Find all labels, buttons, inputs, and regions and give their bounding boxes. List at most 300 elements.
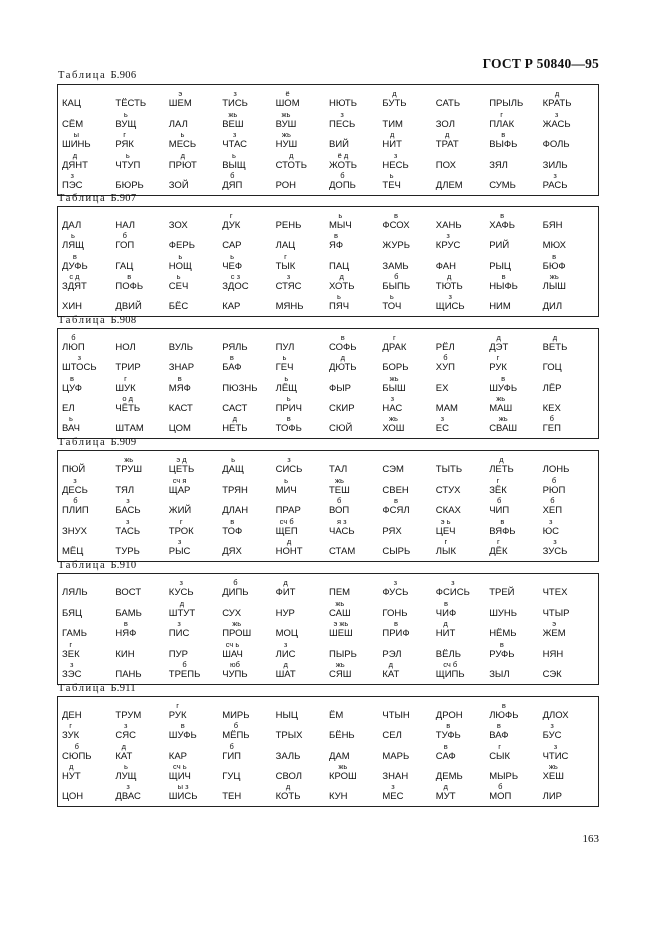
pronunciation-mark: д — [283, 659, 288, 669]
word-cell — [329, 111, 382, 131]
pronunciation-mark: в — [286, 414, 291, 423]
word-cell — [329, 271, 382, 294]
word: ХАНЬ — [435, 220, 462, 232]
word: КРУС з — [435, 231, 461, 252]
word: РЮП б — [542, 475, 566, 496]
pronunciation-mark: в — [499, 639, 504, 649]
pronunciation-mark: жь — [548, 761, 558, 771]
pronunciation-mark: жь — [228, 109, 238, 119]
pronunciation-mark: в — [500, 211, 505, 221]
word-cell — [62, 723, 115, 743]
word: МИЧ ь — [275, 475, 297, 496]
word-cell — [543, 600, 596, 620]
pronunciation-mark: в — [496, 721, 501, 731]
word: ХИН — [62, 301, 83, 312]
word-table — [57, 696, 599, 807]
pronunciation-mark: жь — [338, 761, 348, 771]
word: НЮТЬ — [329, 98, 357, 110]
word-grid — [62, 91, 596, 193]
word-cell — [222, 271, 275, 294]
word-cell — [436, 784, 489, 804]
word-cell — [115, 723, 168, 743]
word: ГОНЬ — [382, 607, 408, 619]
word-cell — [543, 703, 596, 723]
word-cell — [115, 498, 168, 518]
word-cell — [382, 743, 435, 763]
word: РАСЬ з — [542, 170, 568, 191]
word-cell — [542, 170, 596, 193]
word-cell — [329, 396, 382, 416]
pronunciation-mark: в — [334, 231, 339, 241]
word-cell — [382, 375, 435, 395]
word: ХЕП б — [542, 496, 563, 517]
pronunciation-mark: з — [549, 516, 553, 526]
pronunciation-mark: г — [496, 353, 500, 363]
pronunciation-mark: в — [501, 701, 506, 711]
word-cell — [169, 91, 222, 111]
word: ЗНАН — [382, 770, 409, 782]
word-cell — [382, 703, 435, 723]
word-cell — [276, 498, 329, 518]
word-cell — [382, 393, 435, 416]
word: ШИСЬ ы з — [168, 782, 198, 802]
word: ЗОЙ — [168, 179, 189, 191]
word: НУТ д — [62, 761, 81, 782]
table-caption-prefix: Таблица — [58, 683, 111, 694]
word: ЦЕТЬ э д — [168, 455, 195, 476]
word: ФСЯЛ в — [382, 496, 410, 517]
word-cell — [436, 416, 489, 436]
word-cell — [275, 393, 329, 416]
word-cell — [222, 375, 275, 395]
word: ГУЦ — [222, 770, 241, 782]
word-cell — [115, 703, 168, 723]
word-cell — [169, 173, 222, 193]
pronunciation-mark: з — [179, 578, 183, 588]
word: ЛЫШ жь — [542, 271, 566, 292]
word-cell — [436, 396, 489, 416]
pronunciation-mark: г — [284, 251, 287, 261]
word: ГИП б — [222, 741, 241, 762]
word: СВАШ жь — [489, 414, 518, 434]
word: НЯН — [542, 648, 564, 660]
word: ДРОН — [435, 710, 463, 722]
word-cell — [222, 477, 275, 497]
word: ШТУТ д — [168, 598, 196, 619]
word-cell — [329, 743, 382, 763]
word-grid — [62, 213, 596, 314]
word-cell — [543, 518, 596, 538]
word: ТУРЬ — [115, 545, 140, 557]
word-cell — [543, 152, 596, 172]
word-cell — [489, 173, 542, 193]
word: ДЕН — [62, 710, 82, 722]
pronunciation-mark: з — [391, 782, 395, 791]
word: ТРИР — [115, 362, 141, 374]
word-cell — [115, 457, 168, 477]
word: РЫЦ — [489, 260, 511, 272]
word: ПЫРЬ — [329, 648, 357, 660]
word: НЫЦ — [275, 710, 298, 722]
word-cell — [436, 375, 489, 395]
word: ЧАСЬ я з — [329, 516, 355, 537]
word-cell — [489, 723, 542, 743]
pronunciation-mark: в — [180, 721, 185, 731]
pronunciation-mark: з — [177, 619, 181, 629]
word-cell — [169, 518, 222, 538]
word: СЯС з — [115, 721, 136, 742]
pronunciation-mark: д — [289, 150, 294, 160]
word: ШУФЬ в — [168, 721, 197, 742]
word: ПЛИП б — [62, 496, 89, 517]
word: СЮЙ — [329, 423, 353, 434]
word: ВУЛЬ — [168, 342, 194, 354]
word: СИСЬ з — [275, 455, 303, 476]
word: ДОПЬ б — [329, 170, 356, 191]
word-cell — [543, 784, 596, 804]
word: ЗДЯТ с д — [62, 271, 87, 292]
pronunciation-mark: с з — [230, 271, 241, 281]
word: ЧТЕХ — [542, 587, 568, 599]
word: ТЫК г — [275, 251, 296, 272]
word-cell — [489, 213, 542, 233]
pronunciation-mark: в — [552, 251, 557, 261]
pronunciation-mark: з — [553, 536, 557, 546]
word-cell — [543, 621, 596, 641]
word: ТРЯН — [222, 484, 248, 496]
pronunciation-mark: э — [178, 89, 183, 99]
word: ДЕМЬ — [435, 770, 463, 782]
word: САТЬ — [435, 98, 461, 110]
word: КУСЬ з — [168, 578, 194, 599]
word: ТРУМ — [115, 710, 142, 722]
word: ЧИФ в — [435, 598, 457, 619]
pronunciation-mark: б — [73, 496, 78, 506]
word: НЕСЬ з — [382, 150, 409, 171]
word-cell — [276, 723, 329, 743]
word-cell — [382, 233, 435, 253]
word: ЦОН — [62, 791, 84, 802]
word-cell — [436, 457, 489, 477]
word: НОНТ д — [275, 536, 303, 557]
word: ЛЁЩ ь — [275, 373, 298, 394]
word: ВЕШ жь — [222, 109, 244, 130]
word-cell — [489, 662, 542, 682]
word-cell — [382, 764, 435, 784]
word-cell — [329, 498, 382, 518]
word-cell — [382, 355, 435, 375]
pronunciation-mark: д — [389, 130, 395, 140]
word-cell — [169, 213, 222, 233]
word: НИТ д — [435, 619, 456, 640]
word-cell — [62, 294, 115, 314]
pronunciation-mark: д — [499, 455, 504, 465]
pronunciation-mark: в — [500, 516, 505, 526]
word: ГЕЧ ь — [275, 353, 294, 374]
word: СЭМ — [382, 464, 404, 476]
pronunciation-mark: д — [72, 150, 78, 160]
word-cell — [169, 294, 222, 314]
word-cell — [543, 233, 596, 253]
word: ПРЫЛЬ — [489, 98, 524, 110]
pronunciation-mark: з — [553, 741, 558, 751]
word: ЗАЛЬ — [275, 750, 301, 762]
word-cell — [382, 170, 435, 193]
word: РОН — [275, 179, 296, 191]
word-cell — [489, 91, 542, 111]
word: КАР — [222, 301, 241, 312]
word: ТЁСТЬ — [115, 98, 147, 110]
pronunciation-mark: ы з — [177, 782, 189, 791]
pronunciation-mark: сч я — [172, 475, 187, 485]
word-cell — [115, 271, 168, 294]
word-cell — [62, 111, 115, 131]
word: ЧЁТЬ о д — [115, 393, 141, 414]
word: ТИМ — [382, 118, 403, 130]
word-cell — [62, 233, 115, 253]
table-caption — [58, 193, 136, 204]
word-cell — [436, 518, 489, 538]
word-cell — [489, 621, 542, 641]
word: ЕС з — [435, 414, 449, 434]
word: НУР — [275, 607, 295, 619]
pronunciation-mark: жь — [232, 619, 242, 629]
word: ЦЕЧ э ь — [435, 516, 456, 537]
word: СЁМ — [62, 118, 84, 130]
word: БОРЬ — [382, 362, 409, 374]
word: ЁМ — [329, 710, 344, 722]
word-cell — [543, 580, 596, 600]
pronunciation-mark: о д — [122, 393, 134, 403]
word-cell — [62, 396, 115, 416]
word-cell — [222, 580, 275, 600]
word: ПРИЧ ь — [275, 393, 302, 414]
word: НАС з — [382, 393, 403, 414]
word-cell — [276, 518, 329, 538]
word-table — [57, 84, 599, 196]
word: ВАЧ ь — [62, 414, 80, 434]
word: МЮХ — [542, 240, 567, 252]
word-cell — [329, 477, 382, 497]
word-cell — [169, 600, 222, 620]
word-cell — [436, 703, 489, 723]
pronunciation-mark: жь — [281, 130, 291, 140]
pronunciation-mark: з — [177, 536, 182, 546]
word-cell — [276, 213, 329, 233]
word: ЧТУП ь — [115, 150, 141, 171]
word-cell — [436, 294, 489, 314]
word: ЗНУХ — [62, 525, 87, 537]
pronunciation-mark: жь — [498, 414, 508, 423]
word-cell — [329, 355, 382, 375]
word-cell — [62, 641, 115, 661]
word: ПАЦ — [329, 260, 350, 272]
word-cell — [276, 621, 329, 641]
word-cell — [543, 132, 596, 152]
word-cell — [169, 416, 222, 436]
word: САСТ — [222, 402, 248, 414]
word-cell — [222, 294, 275, 314]
word: ЗИЛЬ — [542, 159, 568, 171]
word: БАСЬ з — [115, 496, 141, 517]
word-cell — [275, 536, 329, 559]
page-number: 163 — [582, 833, 599, 845]
word: ТРАТ д — [435, 130, 459, 151]
word-cell — [62, 703, 115, 723]
word: ГАЦ — [115, 260, 134, 272]
pronunciation-mark: ь — [389, 292, 394, 301]
word: ЛИС з — [275, 639, 296, 660]
word: ФАН — [435, 260, 457, 272]
word-cell — [436, 132, 489, 152]
word: ФСИСЬ з — [435, 578, 470, 599]
word: ФОЛЬ — [542, 139, 570, 151]
word-cell — [382, 457, 435, 477]
word-cell — [115, 152, 168, 172]
word-cell — [276, 335, 329, 355]
word-cell — [276, 743, 329, 763]
pronunciation-mark: б — [233, 721, 238, 731]
word: БАМЬ — [115, 607, 142, 619]
table-caption-prefix: Таблица — [58, 437, 111, 448]
word-cell — [169, 621, 222, 641]
word: МЫЧ ь — [329, 211, 352, 232]
word-cell — [329, 600, 382, 620]
word: ЮС з — [542, 516, 559, 537]
word: РЕНЬ — [275, 220, 302, 232]
word-cell — [436, 498, 489, 518]
table-caption-prefix: Таблица — [58, 315, 111, 326]
word-cell — [489, 703, 542, 723]
word: СУМЬ — [489, 179, 516, 191]
pronunciation-mark: з — [286, 271, 291, 281]
word: ПУР — [168, 648, 188, 660]
word-cell — [276, 111, 329, 131]
word-cell — [222, 703, 275, 723]
word: ЛЁР — [542, 382, 562, 394]
word: ШЕМ э — [168, 89, 192, 110]
pronunciation-mark: д — [232, 414, 237, 423]
word: СТОТЬ д — [275, 150, 307, 171]
word-cell — [222, 233, 275, 253]
pronunciation-mark: г — [496, 475, 500, 485]
word: ЛЮФЬ в — [489, 701, 519, 722]
pronunciation-mark: б — [550, 496, 555, 506]
word: СЮПЬ б — [62, 741, 92, 762]
word: ШТОСЬ з — [62, 353, 97, 374]
word-cell — [115, 132, 168, 152]
word: СЭК — [542, 668, 562, 680]
word: ДВАС з — [115, 782, 141, 802]
word-cell — [382, 477, 435, 497]
pronunciation-mark: в — [394, 619, 398, 629]
word: ВЁЛЬ — [435, 648, 461, 660]
word: МЕС з — [382, 782, 404, 802]
word-cell — [436, 723, 489, 743]
word: ХОШ жь — [382, 414, 405, 434]
pronunciation-mark: б — [230, 170, 235, 180]
table-caption — [58, 70, 136, 81]
pronunciation-mark: г — [498, 741, 501, 751]
word: ЯФ в — [329, 231, 344, 252]
word-cell — [115, 539, 168, 559]
word-cell — [169, 152, 222, 172]
word-cell — [276, 375, 329, 395]
word-grid — [62, 335, 596, 436]
word: ЧТАС з — [222, 130, 247, 151]
pronunciation-mark: г — [393, 333, 396, 343]
pronunciation-mark: в — [393, 211, 398, 221]
word: БЫПЬ б — [382, 271, 411, 292]
word: МАШ жь — [489, 393, 513, 414]
word: ЗЭС з — [62, 659, 82, 680]
word-cell — [382, 498, 435, 518]
word: ВОП б — [329, 496, 350, 517]
pronunciation-mark: з — [554, 109, 559, 119]
word-cell — [169, 703, 222, 723]
word-cell — [62, 784, 115, 804]
word-cell — [276, 233, 329, 253]
word: СЫК г — [489, 741, 510, 762]
word: НУШ жь — [275, 130, 298, 151]
pronunciation-mark: б — [182, 659, 187, 669]
word: ФЕРЬ — [168, 240, 195, 252]
word: ТРОК г — [168, 516, 194, 537]
pronunciation-mark: жь — [549, 271, 559, 281]
word-cell — [222, 764, 275, 784]
word-cell — [382, 271, 435, 294]
word-cell — [489, 641, 542, 661]
pronunciation-mark: д — [443, 782, 448, 791]
word-cell — [115, 518, 168, 538]
word-cell — [222, 539, 275, 559]
word-cell — [62, 335, 115, 355]
word: ХОТЬ д — [329, 271, 355, 292]
word-cell — [168, 271, 222, 294]
word-cell — [115, 784, 168, 804]
word-cell — [489, 271, 542, 294]
word: ПОХ — [435, 159, 456, 171]
word-cell — [436, 580, 489, 600]
word-table — [57, 573, 599, 685]
word-cell — [329, 703, 382, 723]
pronunciation-mark: з — [393, 150, 398, 160]
word: РУФЬ в — [489, 639, 515, 660]
word-cell — [169, 498, 222, 518]
word-cell — [329, 659, 382, 682]
word: БЯН — [542, 220, 563, 232]
word-cell — [329, 457, 382, 477]
word-cell — [169, 233, 222, 253]
word: ДЛОХ — [542, 710, 569, 722]
word-cell — [168, 536, 222, 559]
word-cell — [276, 703, 329, 723]
pronunciation-mark: сч ь — [225, 639, 240, 649]
word-cell — [489, 375, 542, 395]
word-cell — [543, 375, 596, 395]
word-cell — [62, 580, 115, 600]
word: ЗЕК г — [62, 639, 80, 660]
word-cell — [169, 111, 222, 131]
word-cell — [276, 641, 329, 661]
word-grid — [62, 703, 596, 804]
word-cell — [436, 600, 489, 620]
word: ДИПЬ б — [222, 578, 249, 599]
word-cell — [436, 335, 489, 355]
word: ЗУК г — [62, 721, 80, 742]
word-cell — [435, 271, 489, 294]
word-cell — [489, 294, 542, 314]
